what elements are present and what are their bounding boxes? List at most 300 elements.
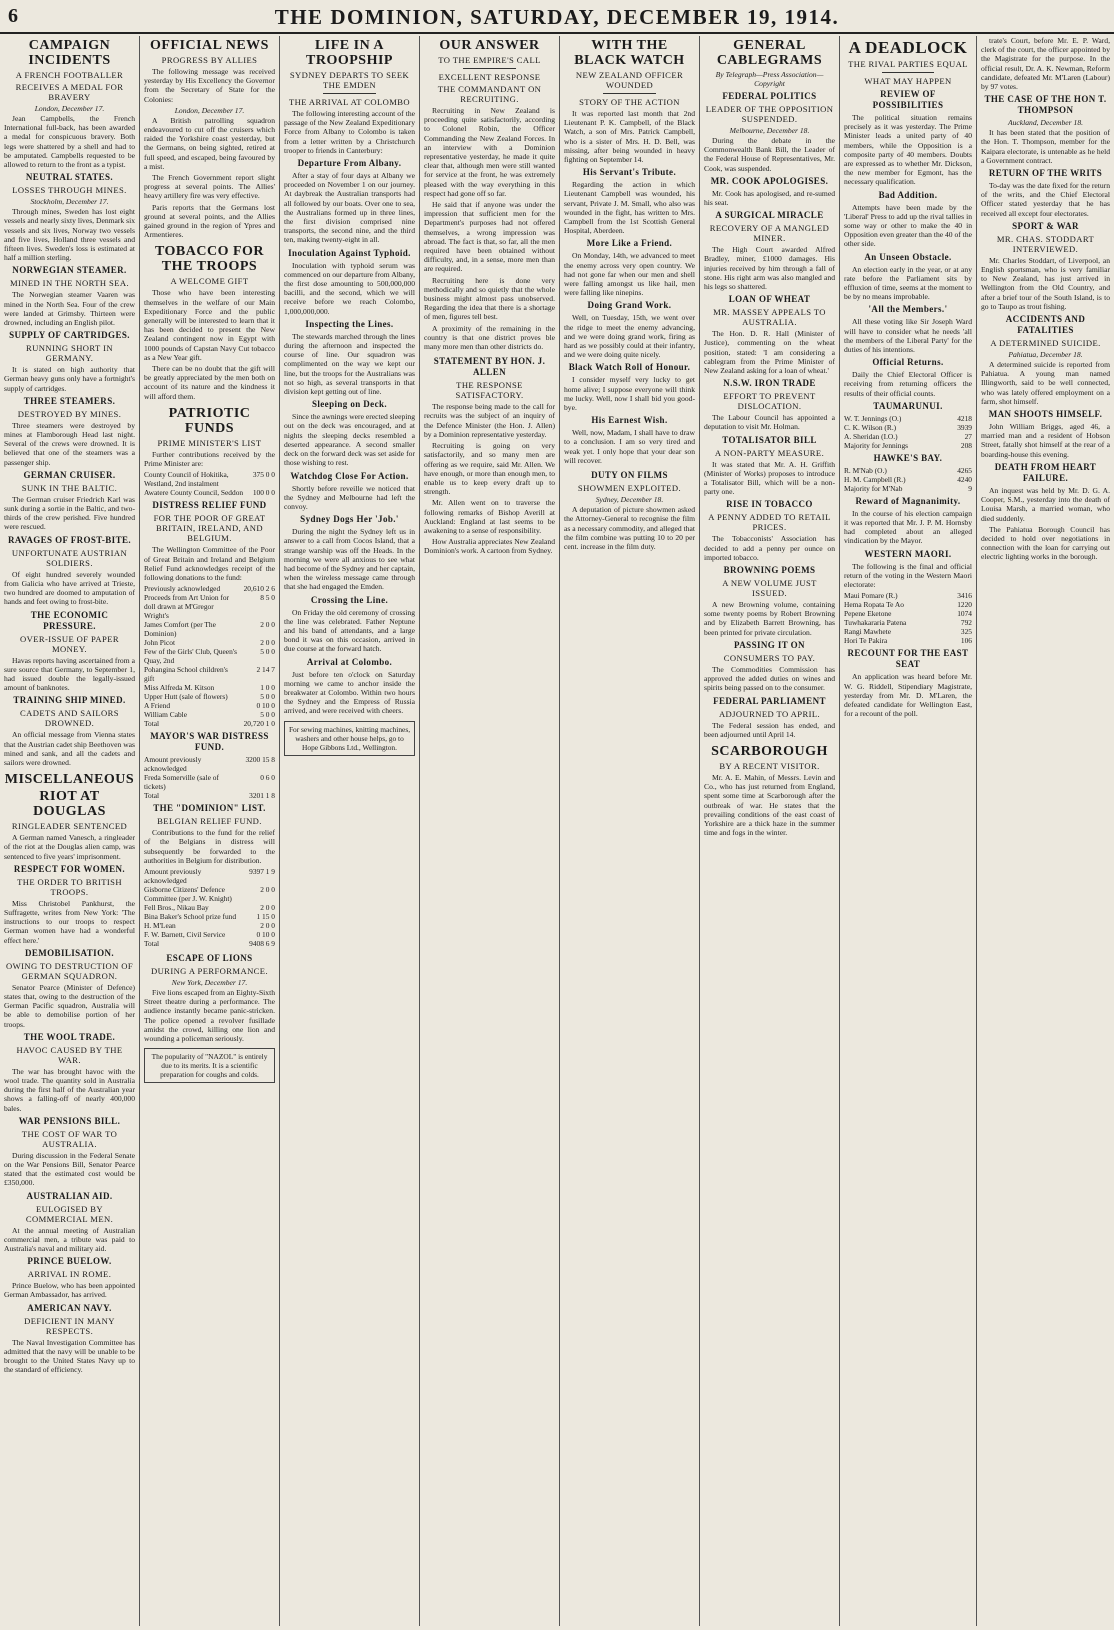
paragraph: A determined suicide is reported from Pahiatua. A young man named Illingworth, said to be well connected, who was lately offered employment on a farm, shot himself. [981,360,1110,406]
headline: TOBACCO FOR THE TROOPS [154,244,265,275]
section-heading: DEMOBILISATION. [24,947,115,958]
paragraph: Recruiting here is done very methodically and so quietly that the whole business might almost pass unobserved. Regarding the idea that there is a shortage of men, figures tell best. [424,275,555,322]
section-heading: MAYOR'S WAR DISTRESS FUND. [150,731,269,753]
section-heading: THE CASE OF THE HON T. THOMPSON [984,94,1107,116]
subheadline: THE RESPONSE SATISFACTORY. [455,380,524,401]
subheadline: DURING A PERFORMANCE. [150,965,269,976]
row-label: Pepene Eketone [844,609,892,619]
section-heading: AMERICAN NAVY. [27,1302,112,1313]
dateline: Stockholm, December 17. [30,197,109,207]
table-row [844,414,972,423]
paragraph: Miss Christobel Pankhurst, the Suffragette, writes from New York: 'The instructions to our troops to respect German women have had a wonderful effect here.' [4,898,135,945]
row-label: William Cable [144,710,188,720]
subheadline: A NON-PARTY MEASURE. [714,447,825,458]
section-heading: SUPPLY OF CARTRIDGES. [9,330,130,341]
article-our-answer [424,38,555,351]
paragraph: After a stay of four days at Albany we proceeded on November 1 on our journey. At daybreak the Australian transports had all followed by our boats. Over one to sea, the Australians formed up in three lines, the first division comprised nine transports, the second nine, and the third ten, making twenty-eight in all. [284,171,415,245]
section-heading: AUSTRALIAN AID. [26,1190,113,1201]
table-row [844,441,972,450]
section-heading: DUTY ON FILMS [591,470,668,481]
hawkes-bay-results [844,466,972,493]
section-heading: TAUMARUNUI. [873,400,943,411]
row-label: Pohangina School children's gift [144,665,228,684]
section-heading: STATEMENT BY HON. J. ALLEN [433,356,546,378]
section-heading: THREE STEAMERS. [23,395,116,406]
row-label: Gisborne Citizens' Defence Committee (per J. W. Knight) [144,884,232,903]
article-escape-of-lions [144,953,275,1043]
paragraph: The French Government report slight progress at several points. The Allies' heavy artillery fire was very effective. [144,173,275,201]
subheadline: ADJOURNED TO APRIL. [718,708,821,719]
subheadline: RECOVERY OF A MANGLED MINER. [709,223,830,244]
section-heading: RETURN OF THE WRITS [988,168,1103,179]
section-heading: GERMAN CRUISER. [23,469,116,480]
row-amount: 20,720 1 0 [243,719,275,729]
paragraph: Five lions escaped from an Eighty-Sixth Street theatre during a performance. The audience instantly became panic-stricken. The police opened a revolver fusillade amidst the crowd, killing one lion and wounding a policeman seriously. [144,987,275,1043]
column-6 [700,36,840,1626]
column-4 [420,36,560,1626]
row-label: John Picot [144,638,176,648]
section-heading: THE ECONOMIC PRESSURE. [30,609,109,631]
row-amount: 2 14 7 [256,665,275,675]
section-heading: Inoculation Against Typhoid. [288,247,411,258]
subheadline: THE RIVAL PARTIES EQUAL [848,59,968,69]
row-label: Amount previously acknowledged [144,755,202,774]
table-row [844,484,972,493]
column-3 [280,36,420,1626]
paragraph: I consider myself very lucky to get home alive; I suppose everyone will think me lucky. Well, now I shall bid you good-bye. [564,375,695,413]
section-heading: PRINCE BUELOW. [27,1256,112,1267]
row-amount: 325 [960,627,972,637]
table-row [844,600,972,609]
subheadline: THE COST OF WAR TO AUSTRALIA. [21,1128,118,1149]
section-heading: An Unseen Obstacle. [864,251,952,262]
section-heading: MAN SHOOTS HIMSELF. [988,409,1103,420]
section-heading: NORWEGIAN STEAMER. [12,265,127,276]
subheadline: BELGIAN RELIEF FUND. [157,816,262,827]
subheadline: A DETERMINED SUICIDE. [990,338,1101,349]
row-amount: 208 [960,440,972,450]
credit-line: By Telegraph—Press Association—Copyright [715,70,824,88]
row-amount: 9 [968,483,972,493]
row-label: Hori Te Pakira [844,636,888,646]
section-heading: Official Returns. [872,357,944,368]
row-amount: 9408 6 9 [249,938,275,948]
row-amount: 1 0 0 [260,683,275,693]
dateline: Pahiatua, December 18. [1008,350,1083,360]
paragraph: Havas reports having ascertained from a sure source that Germany, to September 1, had issued double the legally-issued amount of banknotes. [4,655,135,693]
subheadline: EULOGISED BY COMMERCIAL MEN. [25,1203,114,1224]
row-amount: 2 0 0 [260,902,275,912]
section-heading: WESTERN MAORI. [864,548,952,559]
paragraph: It has been stated that the position of the Hon. T. Thompson, member for the Kaipara electorate, is untenable as he held a Government contract. [981,128,1110,165]
paragraph: During the debate in the Commonwealth Bank Bill, the Leader of the Federal House of Representatives, Mr. Cook, was suspended. [704,136,835,173]
table-row [144,930,275,939]
subheadline: A WELCOME GIFT [170,276,249,287]
section-heading: HAWKE'S BAY. [873,452,943,463]
paragraph: All these voting like Sir Joseph Ward will have to consider what he needs 'all the members of the Liberal Party' for the duties of his intentions. [844,317,972,355]
paragraph: A German named Vanesch, a ringleader of the riot at the Douglas alien camp, was sentenced to five years' imprisonment. [4,833,135,861]
section-heading: Departure From Albany. [297,158,402,169]
paragraph: Of eight hundred severely wounded from Galicia who have arrived at Trieste, two hundred are doomed to amputation of hands and feet owing to frost-bite. [4,569,135,607]
article-continued [981,36,1110,562]
section-heading: MR. COOK APOLOGISES. [710,175,829,186]
section-heading: TOTALISATOR BILL [722,434,817,445]
subheadline: DEFICIENT IN MANY RESPECTS. [24,1315,115,1336]
subheadline: PRIME MINISTER'S LIST [157,437,262,448]
row-label: Previously acknowledged [144,584,221,594]
row-amount: 4218 [957,413,972,423]
paragraph: On Friday the old ceremony of crossing the line was celebrated. Father Neptune and his band of attendants, and a large bond it was on this occasion, arrived in due course at the forward hatch. [284,607,415,654]
subheadline: EXCELLENT RESPONSE [438,72,541,82]
article-deadlock [844,38,972,718]
paragraph: He said that if anyone was under the impression that sufficient men for the Department's purposes had not offered themselves, a wrong impression was abroad. The fact is that, so far, all the men required have been obtained without difficulty, and, in a sense, more men than are required. [424,200,555,274]
section-heading: Sydney Dogs Her 'Job.' [300,514,399,525]
headline: CAMPAIGN INCIDENTS [28,38,111,68]
article-troopship [284,38,415,716]
subheadline: SYDNEY DEPARTS TO SEEK THE EMDEN [289,70,410,90]
section-heading: More Like a Friend. [586,238,673,249]
row-label: Awatere County Council, Seddon [144,488,244,498]
subheadline: HAVOC CAUSED BY THE WAR. [16,1044,123,1065]
section-heading: THE WOOL TRADE. [23,1031,116,1042]
paragraph: To-day was the date fixed for the return of the writs, and the Chief Electoral Officer stated yesterday that he has received all except four electorates. [981,181,1110,218]
section-heading: 'All the Members.' [868,304,948,315]
table-row [144,683,275,692]
table-row [844,636,972,645]
row-label: Maui Pomare (R.) [844,591,898,601]
paragraph: The Federal session has ended, and been adjourned until April 14. [704,720,835,739]
article-scarborough [704,744,835,837]
paragraph: The German cruiser Friedrich Karl was sunk during a sortie in the Baltic, and two-thirds of the crew perished. Five hundred were rescued. [4,494,135,532]
paragraph: Further contributions received by the Prime Minister are: [144,449,275,469]
paragraph: It was stated that Mr. A. H. Griffith (Minister of Works) proposes to introduce a Totalisator Bill, which will be a non-party one. [704,459,835,497]
column-5 [560,36,700,1626]
section-heading: DEATH FROM HEART FAILURE. [994,461,1097,483]
row-label: H. M. Campbell (R.) [844,474,906,484]
section-heading: Black Watch Roll of Honour. [568,362,691,373]
row-label: Freda Somerville (sale of tickets) [144,773,219,792]
paragraph: trate's Court, before Mr. E. P. Ward, clerk of the court, the officer appointed by the Magistrate for the purpose. In the official result, Dr. A. K. Newman, Reform candidate, defeated Mr. M'Laren (Labour) by 97 votes. [981,36,1110,92]
row-label: A. Sheridan (I.O.) [844,431,898,441]
advertisement: For sewing machines, knitting machines, washers and other house helps, go to Hope Gibbons Ltd., Wellington. [284,721,415,756]
masthead [0,0,1114,34]
row-label: Total [144,719,160,729]
section-heading: Inspecting the Lines. [305,318,394,329]
section-heading: FEDERAL PARLIAMENT [713,695,826,706]
paragraph: Three steamers were destroyed by mines at Flamborough Head last night. Several of the crews were drowned. It is believed that one of the steamers was a passenger ship. [4,420,135,467]
paragraph: In the course of his election campaign it was reported that Mr. J. P. M. Hornsby had completed about an alleged vindication by the Mayor. [844,508,972,546]
row-amount: 20,610 2 6 [243,584,275,594]
row-amount: 1220 [957,600,972,610]
row-label: Total [144,791,160,801]
table-row [144,755,275,773]
section-heading: WAR PENSIONS BILL. [18,1115,121,1126]
paragraph: How Australia appreciates New Zealand Dominion's work. A cartoon from Sydney. [424,537,555,556]
section-heading: N.S.W. IRON TRADE [723,378,816,389]
subheadline: THE ORDER TO BRITISH TROOPS. [17,876,122,897]
section-heading: His Servant's Tribute. [582,167,677,178]
article-miscellaneous [4,772,135,1374]
subheadline: UNFORTUNATE AUSTRIAN SOLDIERS. [11,547,128,568]
table-row [144,710,275,719]
table-row [144,903,275,912]
columns [0,36,1114,1630]
paragraph: The response being made to the call for recruits was the subject of an inquiry of the Defence Minister (the Hon. J. Allen) by a Dominion representative yesterday. [424,402,555,439]
paragraph: Shortly before reveille we noticed that the Sydney and Melbourne had left the convoy. [284,483,415,511]
subheadline: ARRIVAL IN ROME. [27,1269,112,1280]
table-row [144,773,275,791]
paragraph: The following interesting account of the passage of the New Zealand Expeditionary Force from Albany to Colombo is taken from a letter written by a Christchurch trooper to friends in Canterbury: [284,109,415,155]
contributions-table [144,470,275,497]
section-heading: Arrival at Colombo. [306,656,393,667]
advertisement: The popularity of "NAZOL" is entirely due to its merits. It is a scientific preparation for coughs and colds. [144,1048,275,1083]
section-heading: Crossing the Line. [310,594,389,605]
row-amount: 3201 1 8 [249,791,275,801]
table-row [144,885,275,903]
section-heading: RAVAGES OF FROST-BITE. [7,534,132,545]
table-row [844,627,972,636]
paragraph: The Tobacconists' Association has decided to add a penny per ounce on imported tobacco. [704,534,835,562]
page-title: THE DOMINION, SATURDAY, DECEMBER 19, 1914. [274,5,840,29]
dateline: Sydney, December 18. [595,495,664,505]
section-heading: LOAN OF WHEAT [728,294,811,305]
paragraph: The High Court awarded Alfred Bradley, miner, £1000 damages. His injuries received by him through a fall of stone. His right arm was also mangled and his legs so shattered. [704,245,835,292]
taumarunui-results [844,414,972,450]
subheadline: CADETS AND SAILORS DROWNED. [20,708,119,729]
row-amount: 1 15 0 [256,911,275,921]
paragraph: An official message from Vienna states that the Austrian cadet ship Beethoven was mined and sank, and all the cadets and sailors were drowned. [4,730,135,767]
row-amount: 5 0 0 [260,647,275,657]
subheadline: FOR THE POOR OF GREAT BRITAIN, IRELAND, AND BELGIUM. [153,513,266,544]
row-label: Majority for Jennings [844,440,909,450]
row-amount: 2 0 0 [260,620,275,630]
subheadline: CONSUMERS TO PAY. [723,652,816,663]
divider [463,68,515,69]
subheadline: OWING TO DESTRUCTION OF GERMAN SQUADRON. [5,960,134,981]
table-row [144,692,275,701]
row-label: Few of the Girls' Club, Queen's Quay, 2nd [144,647,237,666]
paragraph: The Commodities Commission has approved the added duties on wines and spirits being passed on to the consumer. [704,664,835,693]
table-row [144,584,275,593]
table-row [844,618,972,627]
paragraph: The Norwegian steamer Vaaren was mined in the North Sea. Four of the crew were landed at Grimsby. Thirteen were drowned, including an English pilot. [4,290,135,328]
paragraph: Just before ten o'clock on Saturday morning we came to anchor inside the breakwater at Colombo. Within two hours the Sydney and the Empress of Russia arrived, and were received with cheers. [284,669,415,716]
headline: OFFICIAL NEWS [150,38,269,53]
subheadline: STORY OF THE ACTION [579,97,680,107]
paragraph: The war has brought havoc with the wool trade. The quantity sold in Australia during the first half of the Australian year shows a falling-off of nearly 400,000 bales. [4,1066,135,1113]
paragraph: A British patrolling squadron endeavoured to cut off the cruisers which raided the Yorkshire coast yesterday, but the Germans, on being sighted, retired at full speed, and escaped, being favoured by a mist. [144,115,275,171]
section-heading: BROWNING POEMS [723,565,816,576]
paragraph: During the night the Sydney left us in answer to a call from Cocos Island, that a strange warship was off the Heads. In the morning we were all anxious to see what had become of the Sydney and her captain, when the wireless message came through that she had engaged the Emden. [284,527,415,592]
subheadline: LOSSES THROUGH MINES. [12,185,127,196]
paragraph: Through mines, Sweden has lost eight vessels and nearly sixty lives, Denmark six vessels and six lives, Norway two vessels and five lives, Holland three vessels and fifteen lives. Sweden's loss is estimated at half a million sterling. [4,207,135,263]
headline: PATRIOTIC FUNDS [168,405,251,436]
paragraph: The following message was received yesterday by His Excellency the Governor from the Secretary of State for the Colonies: [144,67,275,104]
row-amount: 3200 15 8 [245,755,275,765]
section-heading: Sleeping on Deck. [311,399,388,410]
dateline: London, December 17. [174,105,245,115]
paragraph: Well, on Tuesday, 15th, we went over the ridge to meet the enemy advancing, and we were doing grand work, firing as hard as we possibly could at their infantry, and we were doing quite nicely. [564,313,695,360]
subheadline: TO THE EMPIRE'S CALL [438,55,541,65]
section-heading: THE "DOMINION" LIST. [153,803,266,814]
section-heading: SPORT & WAR [1012,220,1079,231]
row-label: Total [144,938,160,948]
headline: SCARBOROUGH [711,743,828,759]
subheadline: MINED IN THE NORTH SEA. [9,278,130,289]
table-row [144,665,275,683]
paragraph: Attempts have been made by the 'Liberal' Press to add up the rival tallies in some way or other to make the 40 in Opposition even greater than the 40 of the other side. [844,202,972,249]
row-amount: 792 [960,618,972,628]
row-label: F. W. Barnett, Civil Service [144,929,226,939]
subheadline: PROGRESS BY ALLIES [161,55,258,65]
paragraph: Paris reports that the Germans lost ground at several points, and the Allies gained ground in the region of Ypres and Armentieres. [144,202,275,240]
paragraph: A deputation of picture showmen asked the Attorney-General to recognise the film as a necessary commodity, and alleged that the film combine was putting 10 to 20 per cent. increase in the film duty. [564,505,695,551]
subheadline: A NEW VOLUME JUST ISSUED. [722,578,817,599]
paragraph: Regarding the action in which Lieutenant Campbell was wounded, his servant, Private J. M. Small, who also was wounded in the fight, has written to Mrs. Campbell from the 1st Scottish General Hospital, Aberdeen. [564,180,695,236]
section-heading: Bad Addition. [878,189,938,200]
table-row [844,609,972,618]
paragraph: An inquest was held by Mr. D. G. A. Cooper, S.M., yesterday into the death of Louisa Marsh, a married woman, who died suddenly. [981,485,1110,523]
section-heading: ESCAPE OF LIONS [166,952,253,963]
paragraph: Recruiting in New Zealand is proceeding quite satisfactorily, according to Colonel Robin, the Officer Commanding the New Zealand Forces. In an interview with a Dominion representative yesterday, he made it quite clear that, although men were still wanted for service at the front, he was extremely pleased with the way everything in this respect had gone off so far. [424,106,555,198]
table-row [144,921,275,930]
row-label: County Council of Hokitika, Westland, 2nd instalment [144,470,229,489]
section-heading: PASSING IT ON [734,639,805,650]
paragraph: John William Briggs, aged 46, a married man and a resident of Hobson Street, fatally shot himself at the rear of a boarding-house this evening. [981,422,1110,459]
row-amount: 0 10 0 [256,929,275,939]
row-label: Miss Alfreda M. Kitson [144,683,215,693]
section-heading: REVIEW OF POSSIBILITIES [872,89,944,110]
section-heading: Watchdog Close For Action. [290,470,409,481]
western-maori-results [844,591,972,645]
subheadline: SUNK IN THE BALTIC. [21,482,118,493]
paragraph: The political situation remains precisely as it was yesterday. The Prime Minister leads a united party of 40 members, while the Opposition is a composite party of 40 members. Doubts are expressed as to whether Mr. Dickson, the new member for Egmont, has the necessary qualification. [844,113,972,187]
subheadline: RECEIVES A MEDAL FOR BRAVERY [15,82,124,102]
row-label: H. M'Lean [144,920,176,930]
row-amount: 106 [960,636,972,646]
row-amount: 375 0 0 [252,470,275,480]
table-row [144,470,275,488]
section-heading: ACCIDENTS AND FATALITIES [1005,314,1086,336]
paragraph: Senator Pearce (Minister of Defence) states that, owing to the destruction of the German Pacific squadron, Australia will be able to demobilise portion of her troops. [4,982,135,1029]
row-amount: 1074 [957,609,972,619]
subheadline: LEADER OF THE OPPOSITION SUSPENDED. [705,104,834,124]
row-label: A Friend [144,701,171,711]
article-general-cablegrams [704,38,835,739]
table-row [844,432,972,441]
headline: LIFE IN A TROOPSHIP [306,38,393,68]
section-heading: RESPECT FOR WOMEN. [13,863,126,874]
dateline: New York, December 17. [171,977,248,987]
row-amount: 5 0 0 [260,710,275,720]
row-label: W. T. Jennings (O.) [844,413,902,423]
article-black-watch [564,38,695,465]
subheadline: THE COMMANDANT ON RECRUITING. [437,84,542,104]
paragraph: A new Browning volume, containing some twenty poems by Robert Browning and by Elizabeth Barrett Browning, has been printed for private circulation. [704,600,835,637]
row-amount: 9397 1 9 [249,866,275,876]
paragraph: It is stated on high authority that German heavy guns only have a fortnight's supply of cartridges. [4,365,135,393]
row-amount: 4240 [957,474,972,484]
paragraph: At the annual meeting of Australian commercial men, a tribute was paid to Australia's naval and military aid. [4,1225,135,1253]
paragraph: The stewards marched through the lines during the afternoon and inspected the course of line. Our squadron was complimented on the way we kept our line, but the troops for the Australians was not so high, as several transports in that division kept getting out of line. [284,331,415,397]
row-label: C. K. Wilson (R.) [844,422,897,432]
divider [882,72,933,73]
subheadline: SHOWMEN EXPLOITED. [577,483,682,494]
row-amount: 4265 [957,465,972,475]
table-row [144,620,275,638]
article-statement-allen [424,356,555,555]
column-7 [840,36,977,1626]
mayor-fund-table [144,755,275,800]
section-heading: NEUTRAL STATES. [25,172,114,183]
paragraph: Those who have been interesting themselves in the welfare of our Main Expeditionary Force and the public generally will be interested to learn that it has been decided to present the New Zealand contingent now in Egypt with 1000 pounds of Capstan Navy Cut tobacco as a New Year gift. [144,288,275,362]
page-number: 6 [8,5,18,27]
subheadline: RINGLEADER SENTENCED [11,821,128,832]
subheadline: EFFORT TO PREVENT DISLOCATION. [723,391,816,412]
subheadline: OVER-ISSUE OF PAPER MONEY. [20,633,119,654]
subheadline: A FRENCH FOOTBALLER [15,70,124,80]
section-heading: FEDERAL POLITICS [722,91,817,101]
paragraph: Recruiting is going on very satisfactorily, and so many men are offering as we require, said Mr. Allen. We have enough, or more than enough men, to enable us to keep every draft up to strength. [424,441,555,497]
subheadline: THE ARRIVAL AT COLOMBO [288,97,411,107]
table-row [844,423,972,432]
table-row [144,701,275,710]
row-amount: 3416 [957,591,972,601]
paragraph: There can be no doubt that the gift will be greatly appreciated by the men both on account of its nature and the kindness it will afford them. [144,364,275,401]
headline: OUR ANSWER [439,38,540,53]
row-amount: 2 0 0 [260,638,275,648]
row-label: James Comfort (per The Dominion) [144,620,216,639]
paragraph: Contributions to the fund for the relief of the Belgians in distress will subsequently be forwarded to the authorities in Belgium for distribution. [144,828,275,865]
headline: GENERAL CABLEGRAMS [716,38,823,68]
column-8 [977,36,1114,1626]
paragraph: The Wellington Committee of the Poor of Great Britain and Ireland and Belgium Relief Fund acknowledges receipt of the following donations to the fund: [144,545,275,582]
row-label: Rangi Mawhete [844,627,891,637]
paragraph: The following is the final and official return of the voting in the Western Maori electorate: [844,561,972,590]
dateline: Melbourne, December 18. [729,126,810,135]
paragraph: On Monday, 14th, we advanced to meet the enemy across very open country. We had not gone far when our men and shell were falling amongst us like hail, men were falling like ninepins. [564,251,695,298]
table-row [144,719,275,728]
paragraph: Mr. A. E. Mahin, of Messrs. Levin and Co., who has just returned from England, spent some time at Scarborough after the outbreak of war. He states that the prevailing conditions of the east coast of Yorkshire are a thick haze in the summer time and fogs in the winter. [704,772,835,838]
row-label: Hema Ropata Te Ao [844,600,904,610]
subheadline: NEW ZEALAND OFFICER WOUNDED [575,70,684,90]
paragraph: The Hon. D. R. Hall (Minister of Justice), commenting on the wheat position, stated: 'I am considering a cablegram from the Prime Minister of New Zealand asking for a loan of wheat.' [704,329,835,376]
paragraph: Well, now, Madam, I shall have to draw to a conclusion. I am so very tired and weak yet. I only hope that your dear son will recover. [564,428,695,465]
paragraph: The Labour Council has appointed a deputation to visit Mr. Holman. [704,413,835,432]
belgian-fund-table [144,867,275,948]
article-campaign-incidents [4,38,135,767]
row-amount: 27 [964,431,972,441]
section-heading: RECOUNT FOR THE EAST SEAT [847,648,969,670]
paragraph: Inoculation with typhoid serum was commenced on our departure from Albany, the first dose amounting to 500,000,000 bacilli, and the second, which we will receive before we reach Colombo, 1,000,000,000. [284,260,415,316]
paragraph: During discussion in the Federal Senate on the War Pensions Bill, Senator Pearce stated that the estimated cost would be £350,000. [4,1150,135,1188]
paragraph: Mr. Allen went on to traverse the following remarks of Bishop Averill at Auckland: England at last seems to be awakening to a sense of responsibility. [424,498,555,535]
table-row [844,475,972,484]
row-label: Bina Baker's School prize fund [144,911,237,921]
subheadline: DESTROYED BY MINES. [17,408,122,419]
table-row [144,593,275,620]
headline: A DEADLOCK [848,38,968,57]
paragraph: Jean Campbells, the French International full-back, has been awarded a medal for conspicuous bravery. Both legs were shattered by a shell and had to be amputated. Campbells requested to be allowed to return to the front as a typist. [4,114,135,170]
table-row [844,591,972,600]
table-row [144,939,275,948]
paragraph: A proximity of the remaining in the country is that one district proves ble many more men than other districts do. [424,323,555,352]
row-label: R. M'Nab (O.) [844,465,887,475]
headline: WITH THE BLACK WATCH [574,38,685,68]
subheadline: A PENNY ADDED TO RETAIL PRICES. [708,512,831,533]
row-amount: 100 0 0 [252,488,275,498]
paragraph: The Naval Investigation Committee has admitted that the navy will be unable to be brought to the United States Navy up to the standard of efficiency. [4,1337,135,1375]
